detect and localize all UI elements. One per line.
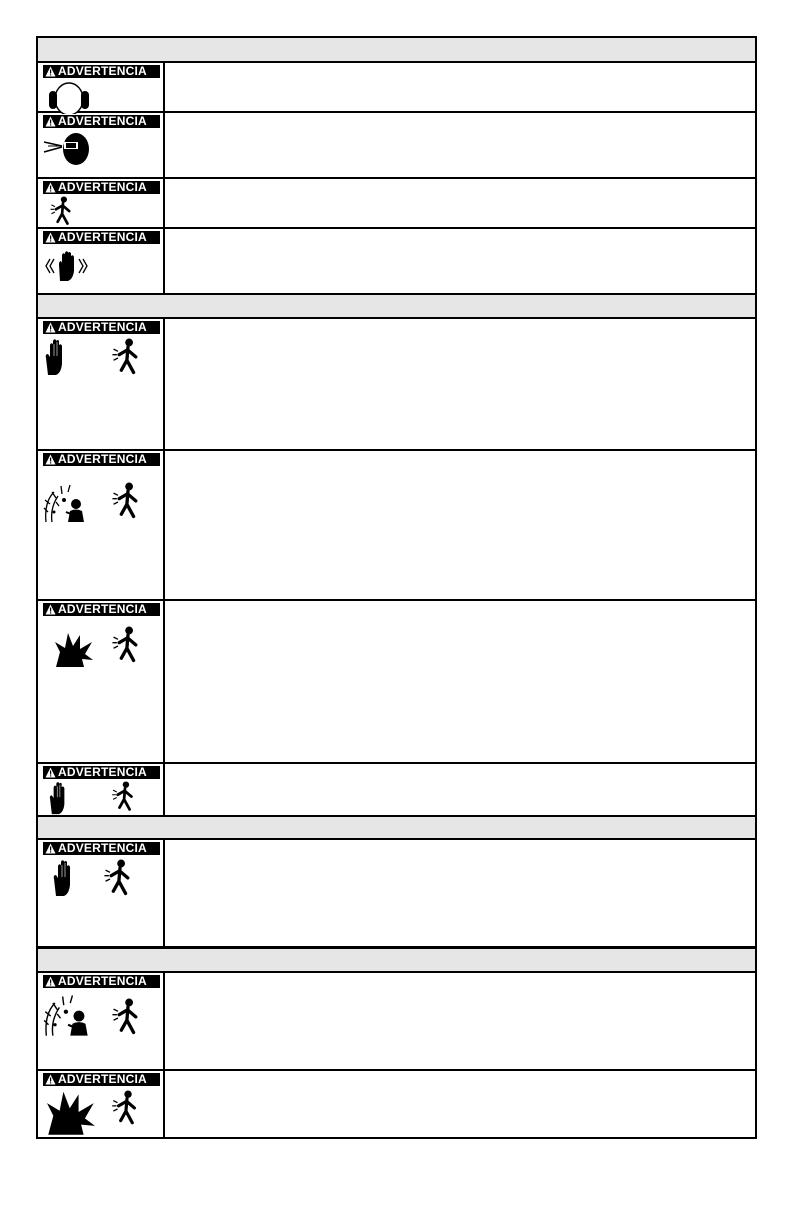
section-header-3 [38,817,755,840]
injury-hazard-icon [110,338,146,378]
warning-badge: ADVERTENCIA [43,321,160,334]
icon-cell [38,451,165,599]
injury-hazard-icon [110,998,146,1038]
warning-row-6 [38,451,755,601]
warning-badge: ADVERTENCIA [43,1073,160,1086]
warning-row-11 [38,1071,755,1137]
explosion-icon [44,1088,98,1136]
warning-badge: ADVERTENCIA [43,453,160,466]
injury-hazard-icon [48,196,78,228]
warning-badge: ADVERTENCIA [43,766,160,779]
ear-protection-icon [46,82,92,114]
burst-hazard-icon [42,992,92,1038]
warning-badge: ADVERTENCIA [43,181,160,194]
icon-cell [38,113,165,177]
injury-hazard-icon [110,781,140,814]
warning-badge: ADVERTENCIA [43,975,160,988]
alert-triangle-icon [43,842,57,855]
warning-row-10 [38,973,755,1071]
warning-table [36,36,757,1139]
alert-triangle-icon [43,1073,57,1086]
burst-hazard-icon [42,482,88,524]
warning-badge: ADVERTENCIA [43,842,160,855]
injury-hazard-icon [102,859,138,899]
alert-triangle-icon [43,321,57,334]
warning-row-9 [38,840,755,946]
warning-row-8 [38,764,755,817]
section-header-1 [38,38,755,63]
warning-badge: ADVERTENCIA [43,231,160,244]
warning-row-7 [38,601,755,764]
icon-cell [38,1071,165,1137]
eye-face-protection-icon [42,132,92,166]
icon-cell [38,319,165,449]
icon-cell [38,973,165,1069]
explosion-icon [54,630,94,668]
icon-cell [38,63,165,111]
alert-triangle-icon [43,181,57,194]
icon-cell [38,229,165,293]
warning-row-3 [38,179,755,229]
vibration-hand-icon [42,249,92,283]
stop-hand-icon [46,781,72,815]
injury-hazard-icon [110,482,146,522]
warning-row-1 [38,63,755,113]
warning-row-2 [38,113,755,179]
icon-cell [38,601,165,762]
icon-cell [38,179,165,227]
warning-row-4 [38,229,755,295]
alert-triangle-icon [43,453,57,466]
stop-hand-icon [50,859,78,897]
injury-hazard-icon [110,1090,144,1128]
alert-triangle-icon [43,766,57,779]
section-header-2 [38,295,755,319]
icon-cell [38,840,165,946]
section-header-4 [38,946,755,973]
alert-triangle-icon [43,231,57,244]
stop-hand-icon [42,338,70,376]
alert-triangle-icon [43,65,57,78]
alert-triangle-icon [43,115,57,128]
warning-row-5 [38,319,755,451]
icon-cell [38,764,165,815]
injury-hazard-icon [110,626,146,666]
warning-badge: ADVERTENCIA [43,603,160,616]
warning-badge: ADVERTENCIA [43,65,160,78]
alert-triangle-icon [43,975,57,988]
alert-triangle-icon [43,603,57,616]
warning-badge: ADVERTENCIA [43,115,160,128]
